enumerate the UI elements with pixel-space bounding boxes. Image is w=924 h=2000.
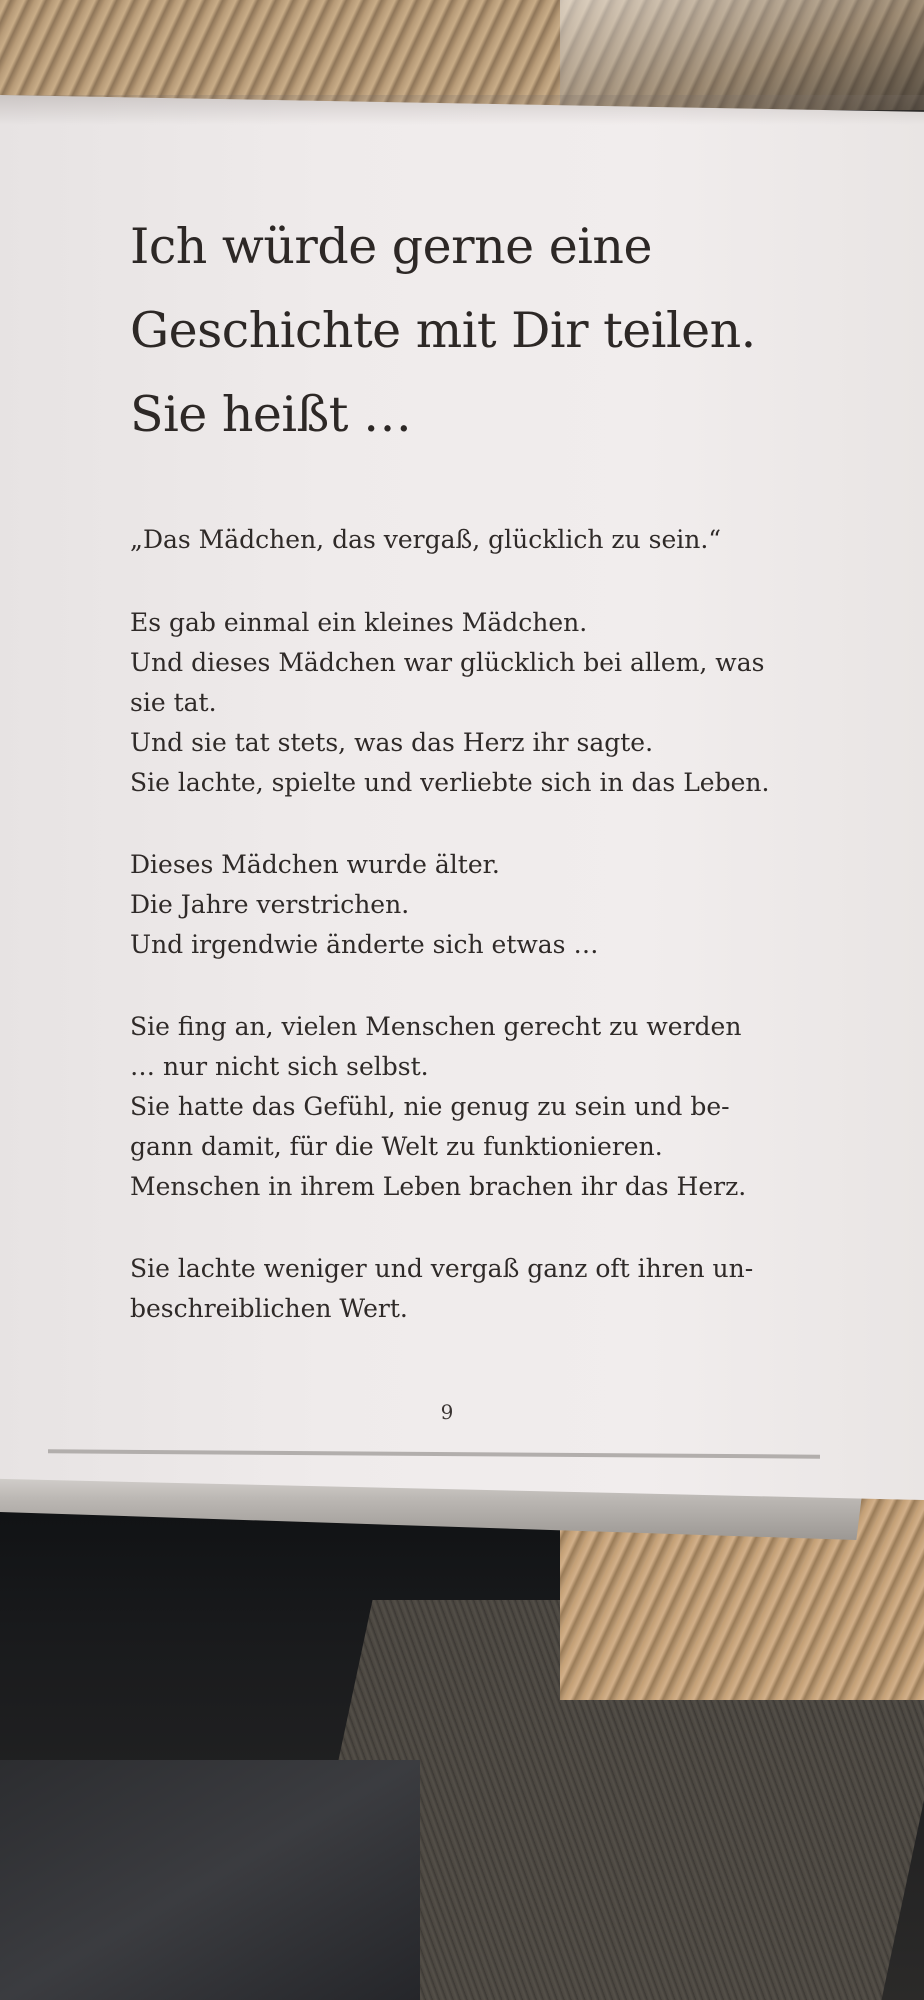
text-line: Menschen in ihrem Leben brachen ihr das Herz. (130, 1172, 747, 1201)
text-line: … nur nicht sich selbst. (130, 1052, 429, 1081)
stanza (130, 603, 810, 803)
page-content (130, 205, 810, 1329)
story-title: „Das Mädchen, das vergaß, glücklich zu sein.“ (130, 525, 722, 554)
stanza (130, 1007, 810, 1207)
text-line: gann damit, für die Welt zu funktionieren. (130, 1132, 663, 1161)
page-title (130, 205, 810, 457)
text-line: Und dieses Mädchen war glücklich bei allem, was (130, 648, 765, 677)
stanza (130, 1249, 810, 1329)
page-number: 9 (440, 1400, 454, 1424)
text-line: sie tat. (130, 688, 217, 717)
text-line: Sie fing an, vielen Menschen gerecht zu werden (130, 1012, 742, 1041)
title-line: Sie heißt … (130, 386, 412, 443)
title-line: Ich würde gerne eine (130, 218, 652, 275)
stanza (130, 845, 810, 965)
text-line: Sie hatte das Gefühl, nie genug zu sein und be- (130, 1092, 730, 1121)
title-line: Geschichte mit Dir teilen. (130, 302, 756, 359)
text-line: Sie lachte weniger und vergaß ganz oft ihren un- (130, 1254, 754, 1283)
fabric-background-left (0, 1760, 420, 2000)
text-line: Und sie tat stets, was das Herz ihr sagte. (130, 728, 654, 757)
text-line: Sie lachte, spielte und verliebte sich in das Leben. (130, 768, 770, 797)
text-line: beschreiblichen Wert. (130, 1294, 408, 1323)
page-shadow (0, 95, 924, 125)
text-line: Dieses Mädchen wurde älter. (130, 850, 500, 879)
text-line: Es gab einmal ein kleines Mädchen. (130, 608, 588, 637)
text-line: Und irgendwie änderte sich etwas … (130, 930, 599, 959)
text-line: Die Jahre verstrichen. (130, 890, 410, 919)
